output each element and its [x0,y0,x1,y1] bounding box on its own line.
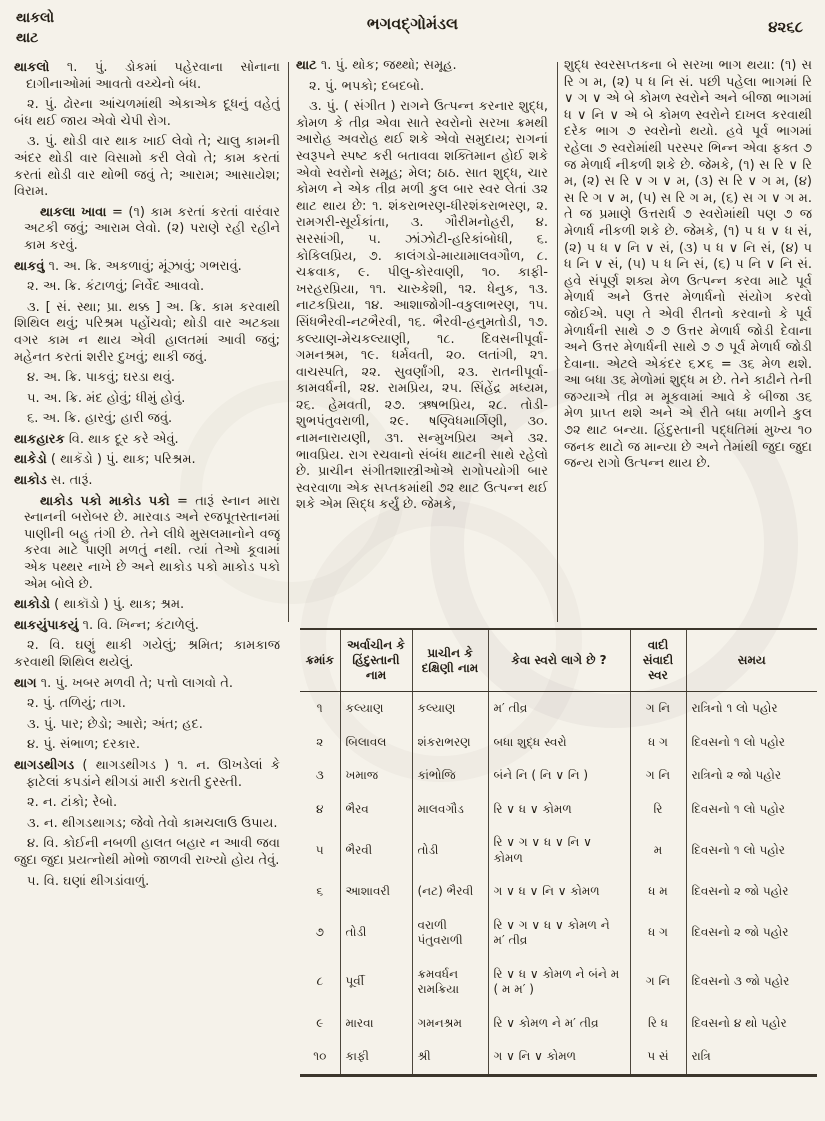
cell-southern-name: કલ્યાણ [412,692,488,726]
dict-entry [14,795,280,812]
cell-time: દિવસનો ૨ જો પહોર [686,875,817,909]
cell-vadi-samvadi: ધ ગ [630,909,686,958]
cell-hindustani-name: ભૈરવ [340,793,412,827]
table-row [300,826,817,875]
dict-entry [14,737,280,754]
entry-text: ૧. પું. ખબર મળવી તે; પત્તો લાગવો તે. [40,675,233,691]
cell-time: દિવસનો ૪ થો પહોર [686,1007,817,1041]
cell-vadi-samvadi: મ [630,826,686,875]
cell-hindustani-name: તોડી [340,909,412,958]
table-header-row [300,629,817,692]
dict-entry [14,494,280,594]
headword: થાટ [296,58,317,73]
cell-vadi-samvadi: ધ મ [630,875,686,909]
entry-text: ૪. વિ. કોઈની નબળી હાલત બહાર ન આવી જવા જુદા જુદા પ્રયત્નોથી મોભો જાળવી રાખ્યો હોય તેવું. [14,836,280,868]
cell-swaras: બધા શુદ્ધ સ્વરો [488,726,630,760]
dict-entry [14,758,280,791]
cell-swaras: બંને નિ ( નિ ∨ નિ ) [488,759,630,793]
entry-text: = તારૂં સ્નાન મારા સ્નાનની બરોબર છે. મારવાડ અને રજપૂતસ્તાનમાં પાણીની બહુ તંગી છે. તેને લીધે મુસલમાનોને વજૂ કરવા માટે પાણી મળતું નથી. ત્યાં તેઓ કૂવામાં એક પથ્થર નાખે છે અને થાકોડ પકો માકોડ પકો એમ બોલે છે. [24,493,280,592]
cell-serial: ૩ [315,768,324,782]
headword: થાકલા ખાવા [40,204,107,220]
headword: થાકવું [14,258,45,274]
entry-text: ( થાકૉડો ) પું. થાક; શ્રમ. [54,597,185,613]
entry-text: ૩. ન. થીગડથાગડ; જેવો તેવો કામચલાઉ ઉપાય. [27,815,278,831]
table-row [300,692,817,726]
dict-entry [14,391,280,408]
cell-swaras: ગ ∨ નિ ∨ કોમળ [488,1040,630,1075]
entry-text: = (૧) કામ કરતાં કરતાં વારંવાર અટકી જવું; આરામ લેવો. (૨) પરાણે રહી રહીને કામ કરવું. [24,204,280,253]
dict-entry [14,676,280,693]
dict-entry [14,618,280,635]
entry-text: ( થાગડથીગડ ) ૧. ન. ઊખડેલાં કે ફાટેલાં કપડાંને થીગડાં મારી કરાતી દુરસ્તી. [26,757,280,790]
cell-southern-name: ગમનશ્રમ [412,1007,488,1041]
headword: થાગ [14,675,37,691]
entry-text: ૨. પું. ભપકો; દબદબો. [309,78,425,94]
entry-text: ૩. પું. પાર; છેડો; આરો; અંત; હદ. [27,716,203,732]
dict-entry [14,452,280,469]
entry-text: ૨. વિ. ઘણું થાકી ગયેલું; શ્રમિત; કામકાજ કરવાથી શિથિલ થયેલું. [14,638,280,670]
dict-entry [14,97,280,130]
cell-southern-name: (નટ) ભૈરવી [412,875,488,909]
running-head-last-word: થાટ [16,30,39,46]
cell-swaras: રિ ∨ ધ ∨ કોમળ [488,793,630,827]
dict-entry [14,816,280,833]
dict-entry [14,473,280,490]
cell-vadi-samvadi: ગ નિ [630,692,686,726]
cell-hindustani-name: ભૈરવી [340,826,412,875]
entry-text: ૩. [ સં. સ્થા; પ્રા. થક્ક ] અ. ક્રિ. કામ કરવાથી શિથિલ થવું; પરિશ્રમ પહોંચવો; થોડી વાર અટક્યા વગર કામ ન થાય એવી હાલતમાં આવી જવું; મહેનત કરતાં શરીર દુખવું; થાકી જવું. [14,299,280,365]
entry-text: સ. તારૂં. [50,473,93,489]
cell-vadi-samvadi: ગ નિ [630,958,686,1007]
entry-text: ૫. અ. ક્રિ. મંદ હોવું; ધીમું હોવું. [27,390,186,406]
headword: થાકહારક [14,431,65,447]
entry-text: ( થાકૅડો ) પું. થાક; પરિશ્રમ. [50,452,196,468]
col-header-serial: ક્રમાંક [300,629,340,692]
cell-southern-name: ક્રમવર્ધન રામક્રિયા [412,958,488,1007]
cell-hindustani-name: કાફી [340,1040,412,1075]
headword: થાકલો [14,60,50,75]
thaat-table [300,628,817,1077]
entry-text: ૬. અ. ક્રિ. હારવું; હારી જવું. [27,411,173,427]
dict-entry [14,259,280,276]
table-row [300,1007,817,1041]
entry-text: ૧. વિ. ખિન્ન; કંટાળેલું. [82,617,199,633]
cell-serial: ૧૦ [313,1049,327,1063]
headword: થાગડથીગડ [14,757,75,773]
cell-southern-name: તોડી [412,826,488,875]
cell-time: દિવસનો ૧ લો પહોર [686,826,817,875]
column-divider [288,62,289,622]
col-header-vadi-samvadi: વાદી સંવાદી સ્વર [630,629,686,692]
col-header-time: સમય [686,629,817,692]
col-header-southern-name: પ્રાચીન કે દક્ષિણી નામ [412,629,488,692]
table-row [300,1040,817,1075]
cell-serial: ૬ [316,884,324,898]
table-row [300,958,817,1007]
cell-serial: ૯ [316,1015,324,1030]
running-head-first-word: થાકલો [16,10,55,26]
table-row [300,726,817,760]
cell-time: રાત્રિ [686,1040,817,1075]
dict-entry [14,205,280,255]
cell-hindustani-name: ખમાજ [340,759,412,793]
entry-text: ૪. અ. ક્રિ. પાકવું; ઘરડા થવું. [27,370,175,386]
cell-time: દિવસનો ૨ જો પહોર [686,909,817,958]
dict-entry [296,58,548,75]
dict-entry [14,300,280,366]
cell-southern-name: શંકરાભરણ [412,726,488,760]
entry-text: ૧. અ. ક્રિ. અકળાવું; મૂંઝાવું; ગભરાવું. [48,258,242,274]
cell-hindustani-name: પૂર્વી [340,958,412,1007]
middle-column [296,58,548,624]
entry-text: ૫. વિ. ઘણાં થીગડાંવાળું. [27,873,150,889]
cell-vadi-samvadi: રિ [630,793,686,827]
cell-time: રાત્રિનો ૨ જો પહોર [686,759,817,793]
cell-serial: ૪ [316,801,324,816]
cell-hindustani-name: કલ્યાણ [340,692,412,726]
headword: થાકયુંપાકયું [14,617,79,633]
cell-swaras: રિ ∨ ગ ∨ ધ ∨ નિ ∨ કોમળ [488,826,630,875]
cell-time: રાત્રિનો ૧ લો પહોર [686,692,817,726]
cell-swaras: રિ ∨ ધ ∨ કોમળ ને બંને મ ( મ મ′ ) [488,958,630,1007]
raga-thaat-table [300,628,817,1077]
entry-text: ૩. પું. ( સંગીત ) રાગને ઉત્પન્ન કરનાર શુદ્ધ, કોમળ કે તીવ્ર એવા સાતે સ્વરોનો સરખા ક્રમથી આરોહ અવરોહ થઈ શકે એવો સમુદાય; રાગનાં સ્વરૂપને સ્પષ્ટ કરી બતાવવા શક્તિમાન હોઈ શકે એવો સ્વરોનો સમૂહ; મેલ; ઠાઠ. સાત શુદ્ધ, ચાર કોમળ ને એક તીવ્ર મળી કુલ બાર સ્વર લેતાં ૩૨ થાટ થાય છે: ૧. શંકરાભરણ-ધીરશંકરાભરણ, ૨. રામગરી-સૂર્યકાંતા, ૩. ગૌરીમનોહરી, ૪. સરસાંગી, ૫. ઝાંઝોટી-હરિકાંબોધી, ૬. કોકિલપ્રિય, ૭. કાલંગડો-માયામાલવગૌળ, ૮. ચક્રવાક, ૯. પીલુ-કોરવાણી, ૧૦. કાફી-ખરહરપ્રિયા, ૧૧. ચારુકેશી, ૧૨. ધેનુક, ૧૩. નાટકપ્રિયા, ૧૪. આશાજોગી-વકુલાભરણ, ૧૫. સિંધભૈરવી-નટભૈરવી, ૧૬. ભૈરવી-હનુમતોડી, ૧૭. કલ્યાણ-મેચકલ્યાણી, ૧૮. દિવસનીપૂર્વા-ગમનશ્રમ, ૧૯. ધર્મવતી, ૨૦. લતાંગી, ૨૧. વાચસ્પતિ, ૨૨. સુવર્ણાંગી, ૨૩. રાતનીપૂર્વા-કામવર્ધની, ૨૪. રામપ્રિય, ૨૫. સિંહેંદ્ર મધ્યમ, ૨૬. હેમવતી, ૨૭. ઋષભપ્રિય, ૨૮. તોડી-શુભપંતુવરાળી, ૨૯. ષણ્વિધમાર્ગિણી, ૩૦. નામનારાયણી, ૩૧. સન્મુખપ્રિય અને ૩૨. ભાવપ્રિય. રાગ રચવાનો સંબંધ થાટની સાથે રહેલો છે. પ્રાચીન સંગીતશાસ્ત્રીઓએ રાગોપયોગી બાર સ્વરવાળા એક સપ્તકમાંથી ૭૨ થાટ ઉત્પન્ન થઈ શકે એમ સિદ્ધ કર્યું છે. જેમકે, [296,99,548,513]
page-number: ૪૨૬૮ [768,18,803,36]
left-column [14,60,280,1090]
cell-swaras: મ′ તીવ્ર [488,692,630,726]
dict-entry [14,370,280,387]
cell-swaras: ગ ∨ ધ ∨ નિ ∨ કોમળ [488,875,630,909]
entry-text: ૨. પું. ઢોરના આંચળમાંથી એકાએક દૂધનું વહેતું બંધ થઈ જાય એવો ચેપી રોગ. [14,97,280,129]
entry-text: વિ. થાક દૂર કરે એવું. [68,431,179,447]
dict-entry [14,134,280,200]
cell-vadi-samvadi: ધ ગ [630,726,686,760]
cell-southern-name: શ્રી [412,1040,488,1075]
cell-swaras: રિ ∨ કોમળ ને મ′ તીવ્ર [488,1007,630,1041]
cell-serial: ૫ [315,842,324,857]
dict-entry [14,279,280,296]
cell-time: દિવસનો ૩ જો પહોર [686,958,817,1007]
entry-text: ૩. પું. થોડી વાર થાક ખાઈ લેવો તે; ચાલુ કામની અંદર થોડી વાર વિસામો કરી લેવો તે; કામ કરતાં કરતાં થોડી વાર થોભી જવું તે; આરામ; આસાયેશ; વિરામ. [14,134,280,200]
cell-southern-name: વરાળી પંતુવરાળી [412,909,488,958]
entry-text: ૧. પું. ડોકમાં પહેરવાના સોનાના દાગીનાઓમાં આવતો વચ્ચેનો બંધ. [26,60,280,92]
entry-text: ૨. પું. તળિયું; તાગ. [27,696,126,712]
cell-swaras: રિ ∨ ગ ∨ ધ ∨ કોમળ ને મ′ તીવ્ર [488,909,630,958]
dict-entry [14,432,280,449]
dict-entry [14,696,280,713]
entry-text: ૨. અ. ક્રિ. કંટાળવું; નિર્વેદ આવવો. [27,279,205,295]
dict-entry [14,874,280,891]
cell-southern-name: કાંભોજિ [412,759,488,793]
cell-hindustani-name: મારવા [340,1007,412,1041]
table-row [300,793,817,827]
headword: થાકોડ પકો માકોડ પકો [40,493,170,509]
table-row [300,759,817,793]
col-header-swaras: કેવા સ્વરો લાગે છે ? [488,629,630,692]
cell-southern-name: માલવગૌડ [412,793,488,827]
cell-serial: ૭ [315,925,324,940]
dict-entry [564,58,812,473]
cell-hindustani-name: બિલાવલ [340,726,412,760]
entry-text: ૧. પું. થોક; જથ્થો; સમૂહ. [320,58,457,73]
cell-time: દિવસનો ૧ લો પહોર [686,793,817,827]
headword: થાકોડ [14,473,47,489]
dict-entry [14,638,280,671]
dict-entry [296,99,548,514]
dict-entry [14,836,280,869]
col-header-hindustani-name: અર્વાચીન કે હિંદુસ્તાની નામ [340,629,412,692]
dict-entry [14,60,280,93]
cell-vadi-samvadi: પ સં [630,1040,686,1075]
cell-vadi-samvadi: રિ ધ [630,1007,686,1041]
dict-entry [14,597,280,614]
book-title: ભગવદ્ગોમંડલ [366,14,459,33]
cell-serial: ૨ [316,734,324,749]
cell-time: દિવસનો ૧ લો પહોર [686,726,817,760]
cell-serial: ૧ [316,701,323,715]
column-divider [557,62,558,622]
dict-entry [14,411,280,428]
entry-text: ૨. ન. ટાંકો; રેબો. [27,795,118,811]
dict-entry [14,717,280,734]
dict-entry [296,79,548,96]
right-column [564,58,812,624]
cell-vadi-samvadi: ગ નિ [630,759,686,793]
table-row [300,909,817,958]
headword: થાકેડો [14,452,47,468]
entry-text: ૪. પું. સંભાળ; દરકાર. [27,737,140,753]
cell-serial: ૮ [316,974,324,989]
table-row [300,875,817,909]
entry-text: શુદ્ધ સ્વરસપ્તકના બે સરખા ભાગ થયા: (૧) સ રિ ગ મ, (૨) પ ધ નિ સં. પછી પહેલા ભાગમાં રિ ∨ ગ ∨ એ બે કોમળ સ્વરોને અને બીજા ભાગમાં ધ ∨ નિ ∨ એ બે કોમળ સ્વરોને દાખલ કરવાથી દરેક ભાગ ૭ સ્વરોનો થયો. હવે પૂર્વ ભાગમાં રહેલા ૭ સ્વરોમાંથી પરસ્પર ભિન્ન એવા ફક્ત ૭ જ મેળાર્ધ નીકળી શકે છે. જેમકે, (૧) સ રિ ∨ રિ મ, (૨) સ રિ ∨ ગ ∨ મ, (૩) સ રિ ∨ ગ મ, (૪) સ રિ ગ ∨ મ, (૫) સ રિ ગ મ, (૬) સ ગ ∨ ગ મ. તે જ પ્રમાણે ઉત્તરાર્ધ ૭ સ્વરોમાંથી પણ ૭ જ મેળાર્ધ નીકળી શકે છે. જેમકે, (૧) પ ધ ∨ ધ સં, (૨) પ ધ ∨ નિ ∨ સં, (૩) પ ધ ∨ નિ સં, (૪) પ ધ નિ ∨ સં, (૫) પ ધ નિ સં, (૬) પ નિ ∨ નિ સં. હવે સંપૂર્ણ શક્ય મેળ ઉત્પન્ન કરવા માટે પૂર્વ મેળાર્ધ અને ઉત્તર મેળાર્ધનો સંયોગ કરવો જોઈએ. પણ તે એવી રીતનો કરવાનો કે પૂર્વ મેળાર્ધની સાથે ૭ ૭ ઉત્તર મેળાર્ધ જોડી દેવાના અને ઉત્તર મેળાર્ધની સાથે ૭ ૭ પૂર્વ મેળાર્ધ જોડી દેવાના. એટલે એકંદર ૬×૬ = ૩૬ મેળ થશે. આ બધા ૩૬ મેળોમાં શુદ્ધ મ છે. તેને કાઢીને તેની જગ્યાએ તીવ્ર મ મૂકવામાં આવે કે બીજા ૩૬ મેળ પ્રાપ્ત થશે અને એ રીતે બધા મળીને કુલ ૭૨ થાટ બન્યા. હિંદુસ્તાની પદ્ધતિમાં મુખ્ય ૧૦ જનક થાટો જ માન્યા છે અને તેમાંથી જુદા જુદા જન્ય રાગો ઉત્પન્ન થાય છે. [564,58,812,472]
headword: થાકોડો [14,597,50,613]
cell-hindustani-name: આશાવરી [340,875,412,909]
